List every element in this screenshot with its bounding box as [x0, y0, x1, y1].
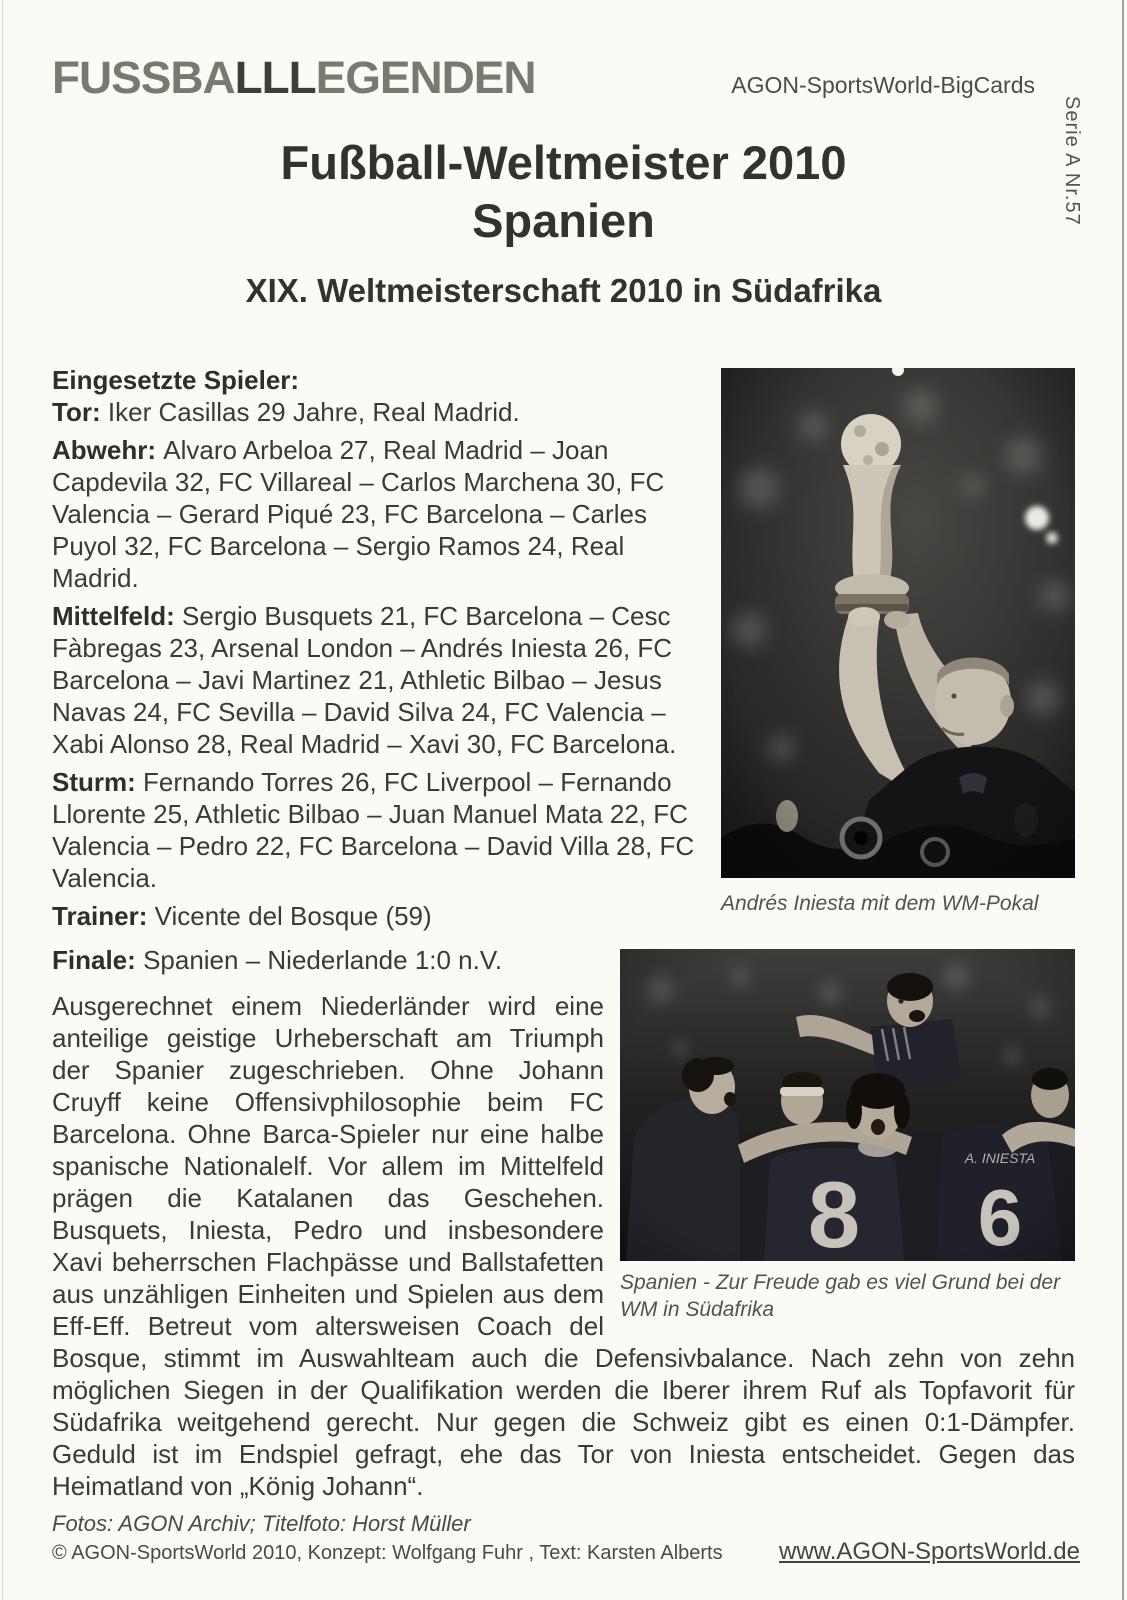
scan-edge-left — [2, 0, 3, 1600]
label-sturm: Sturm: — [52, 767, 136, 797]
label-tor: Tor: — [52, 397, 101, 427]
scan-edge-right — [1122, 0, 1124, 1600]
figure-iniesta-trophy — [721, 368, 1075, 917]
footer — [52, 1538, 1080, 1566]
label-finale: Finale: — [52, 945, 136, 975]
text-mittelfeld: Sergio Busquets 21, FC Barcelona – Cesc Fàbregas 23, Arsenal London – Andrés Iniesta 26, FC Barcelona – Javi Martinez 21, Athletic Bilbao – Jesus Navas 24, FC Sevilla – David Silva 24, FC Valencia – Xabi Alonso 28, Real Madrid – Xavi 30, FC Barcelona. — [52, 601, 677, 759]
footer-copyright: © AGON-SportsWorld 2010, Konzept: Wolfgang Fuhr , Text: Karsten Alberts — [52, 1542, 723, 1564]
photo-iniesta-trophy — [721, 368, 1075, 878]
brand-text: AGON-SportsWorld-BigCards — [731, 72, 1035, 98]
logo-part-2: LLL — [234, 52, 316, 103]
title-line-2: Spanien — [472, 194, 655, 247]
players-heading: Eingesetzte Spieler: — [52, 365, 300, 395]
footer-website-link[interactable]: www.AGON-SportsWorld.de — [779, 1538, 1080, 1565]
photo-team-celebration — [620, 949, 1075, 1261]
label-mittelfeld: Mittelfeld: — [52, 601, 175, 631]
logo-part-1: FUSSBA — [52, 52, 235, 103]
text-tor: Iker Casillas 29 Jahre, Real Madrid. — [107, 397, 520, 427]
caption-photo2: Spanien - Zur Freude gab es viel Grund bei der WM in Südafrika — [620, 1271, 1061, 1321]
label-abwehr: Abwehr: — [52, 435, 156, 465]
logo-part-3: EGENDEN — [315, 52, 536, 103]
text-trainer: Vicente del Bosque (59) — [154, 901, 432, 931]
text-sturm: Fernando Torres 26, FC Liverpool – Fernando Llorente 25, Athletic Bilbao – Juan Manuel Mata 22, FC Valencia – Pedro 22, FC Barcelona – David Villa 28, FC Valencia. — [52, 767, 695, 893]
figure-team-celebration — [620, 949, 1075, 1323]
fotos-credit: Fotos: AGON Archiv; Titelfoto: Horst Müller — [52, 1511, 471, 1536]
page-title — [52, 134, 1075, 250]
label-trainer: Trainer: — [52, 901, 148, 931]
article-body: Ausgerechnet einem Niederländer wird eine anteilige geistige Urheberschaft am Triumph der Spanier zugeschrieben. Ohne Johann Cruyff keine Offensivphilosophie beim FC Barcelona. Ohne Barca-Spieler nur eine halbe spanische Nationalelf. Vor allem im Mittelfeld prägen die Katalanen das Geschehen. Busquets, Iniesta, Pedro und insbesondere Xavi beherrschen Flachpässe und Ballstafetten aus unzähligen Einheiten und Spielen aus dem Eff-Eff. Betreut vom altersweisen Coach del Bosque, stimmt im Auswahlteam auch die Defensivbalance. Nach zehn von zehn möglichen Siegen in der Qualifikation werden die Iberer ihrem Ruf als Topfavorit für Südafrika weitgehend gerecht. Nur gegen die Schweiz gibt es einen 0:1-Dämpfer. Geduld ist im Endspiel gefragt, ehe das Tor von Iniesta entscheidet. Gegen das Heimatland von „König Johann“. — [52, 991, 1075, 1501]
card-content — [52, 364, 1075, 1540]
page-subtitle: XIX. Weltmeisterschaft 2010 in Südafrika — [245, 272, 882, 309]
series-number-vertical: Serie A Nr.57 — [1061, 96, 1083, 226]
title-line-1: Fußball-Weltmeister 2010 — [280, 136, 847, 189]
text-abwehr: Alvaro Arbeloa 27, Real Madrid – Joan Capdevila 32, FC Villareal – Carlos Marchena 30, FC Valencia – Gerard Piqué 23, FC Barcelona – Carles Puyol 32, FC Barcelona – Sergio Ramos 24, Real Madrid. — [52, 435, 665, 593]
caption-photo1: Andrés Iniesta mit dem WM-Pokal — [721, 892, 1039, 915]
text-finale: Spanien – Niederlande 1:0 n.V. — [143, 945, 503, 975]
